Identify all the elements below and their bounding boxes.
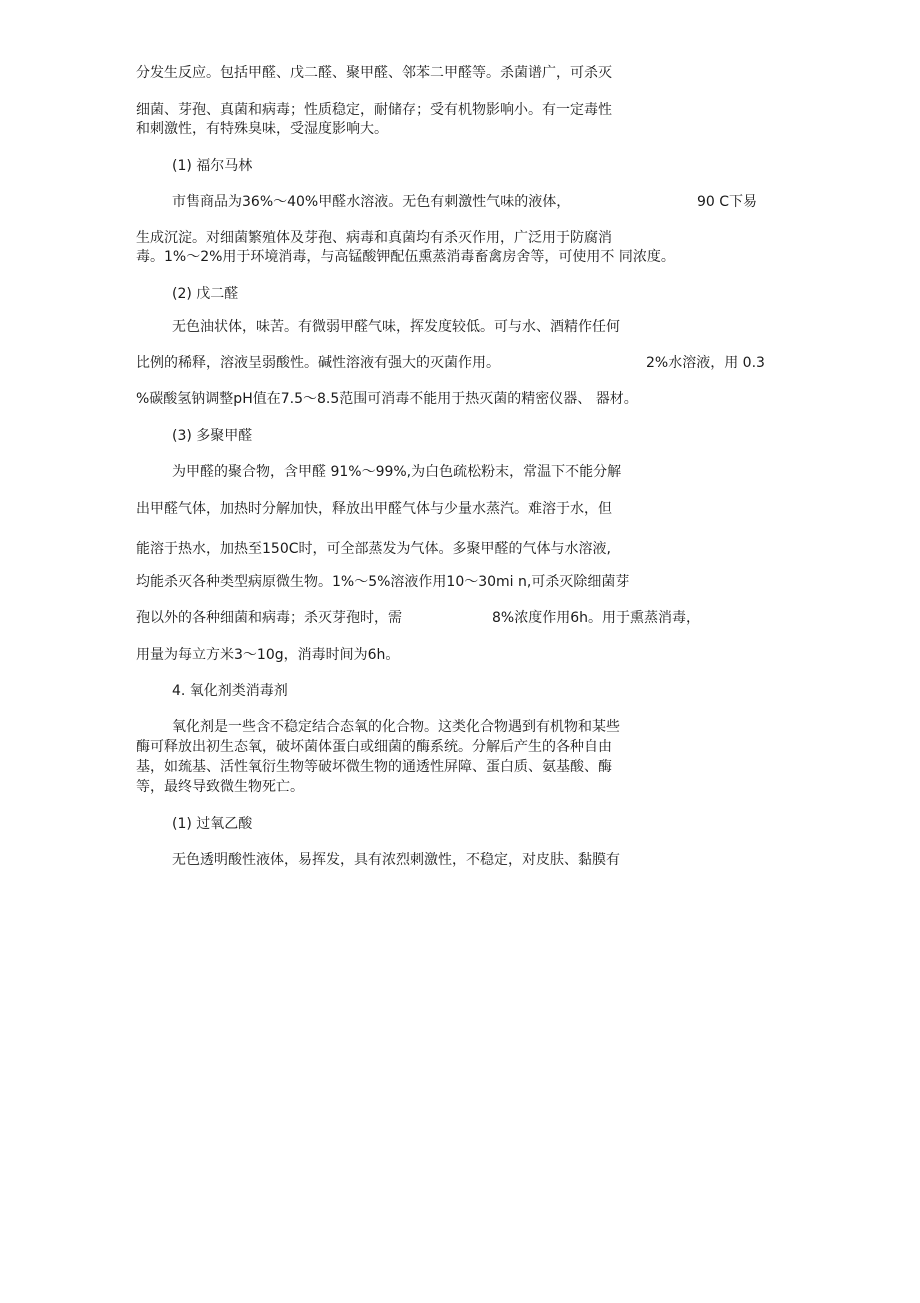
paraformaldehyde-line-5b: 8%浓度作用6h。用于熏蒸消毒， <box>492 610 700 626</box>
formalin-line-1b: 90 C下易 <box>697 194 758 210</box>
paraformaldehyde-line-1: 为甲醛的聚合物，含甲醛 91%～99%,为白色疏松粉末，常温下不能分解 <box>172 464 622 480</box>
oxidizers-line-2: 酶可释放出初生态氧，破坏菌体蛋白或细菌的酶系统。分解后产生的各种自由 <box>136 739 612 755</box>
glutaraldehyde-line-3: %碳酸氢钠调整pH值在7.5～8.5范围可消毒不能用于热灭菌的精密仪器、 器材。 <box>136 391 638 407</box>
glutaraldehyde-line-2a: 比例的稀释，溶液呈弱酸性。碱性溶液有强大的灭菌作用。 <box>136 355 500 371</box>
formalin-heading: (1) 福尔马林 <box>172 158 253 174</box>
formalin-line-1a: 市售商品为36%～40%甲醛水溶液。无色有刺激性气味的液体， <box>172 194 571 210</box>
intro-line-1: 分发生反应。包括甲醛、戊二醛、聚甲醛、邻苯二甲醛等。杀菌谱广，可杀灭 <box>136 65 612 81</box>
glutaraldehyde-line-2b: 2%水溶液，用 0.3 <box>646 355 765 371</box>
peracetic-heading: (1) 过氧乙酸 <box>172 816 253 832</box>
glutaraldehyde-heading: (2) 戊二醛 <box>172 286 239 302</box>
glutaraldehyde-line-1: 无色油状体，味苦。有微弱甲醛气味，挥发度较低。可与水、酒精作任何 <box>172 319 620 335</box>
formalin-line-2: 生成沉淀。对细菌繁殖体及芽孢、病毒和真菌均有杀灭作用，广泛用于防腐消 <box>136 230 612 246</box>
intro-line-2: 细菌、芽孢、真菌和病毒；性质稳定，耐储存；受有机物影响小。有一定毒性 <box>136 102 612 118</box>
paraformaldehyde-line-6: 用量为每立方米3～10g，消毒时间为6h。 <box>136 647 400 663</box>
formalin-line-3: 毒。1%～2%用于环境消毒，与高锰酸钾配伍熏蒸消毒畜禽房舍等，可使用不 同浓度。 <box>136 249 675 265</box>
oxidizers-line-3: 基，如巯基、活性氧衍生物等破坏微生物的通透性屏障、蛋白质、氨基酸、酶 <box>136 759 612 775</box>
paraformaldehyde-line-4: 均能杀灭各种类型病原微生物。1%～5%溶液作用10～30mi n,可杀灭除细菌芽 <box>136 574 630 590</box>
paraformaldehyde-line-5a: 孢以外的各种细菌和病毒；杀灭芽孢时，需 <box>136 610 402 626</box>
paraformaldehyde-line-3: 能溶于热水，加热至150C时，可全部蒸发为气体。多聚甲醛的气体与水溶液, <box>136 541 611 557</box>
paraformaldehyde-line-2: 出甲醛气体，加热时分解加快，释放出甲醛气体与少量水蒸汽。难溶于水，但 <box>136 501 612 517</box>
oxidizers-line-4: 等，最终导致微生物死亡。 <box>136 779 304 795</box>
oxidizers-heading: 4. 氧化剂类消毒剂 <box>172 683 288 699</box>
peracetic-line-1: 无色透明酸性液体，易挥发，具有浓烈刺激性，不稳定，对皮肤、黏膜有 <box>172 852 620 868</box>
intro-line-3: 和刺激性，有特殊臭味，受湿度影响大。 <box>136 121 388 137</box>
oxidizers-line-1: 氧化剂是一些含不稳定结合态氧的化合物。这类化合物遇到有机物和某些 <box>172 719 620 735</box>
paraformaldehyde-heading: (3) 多聚甲醛 <box>172 428 253 444</box>
